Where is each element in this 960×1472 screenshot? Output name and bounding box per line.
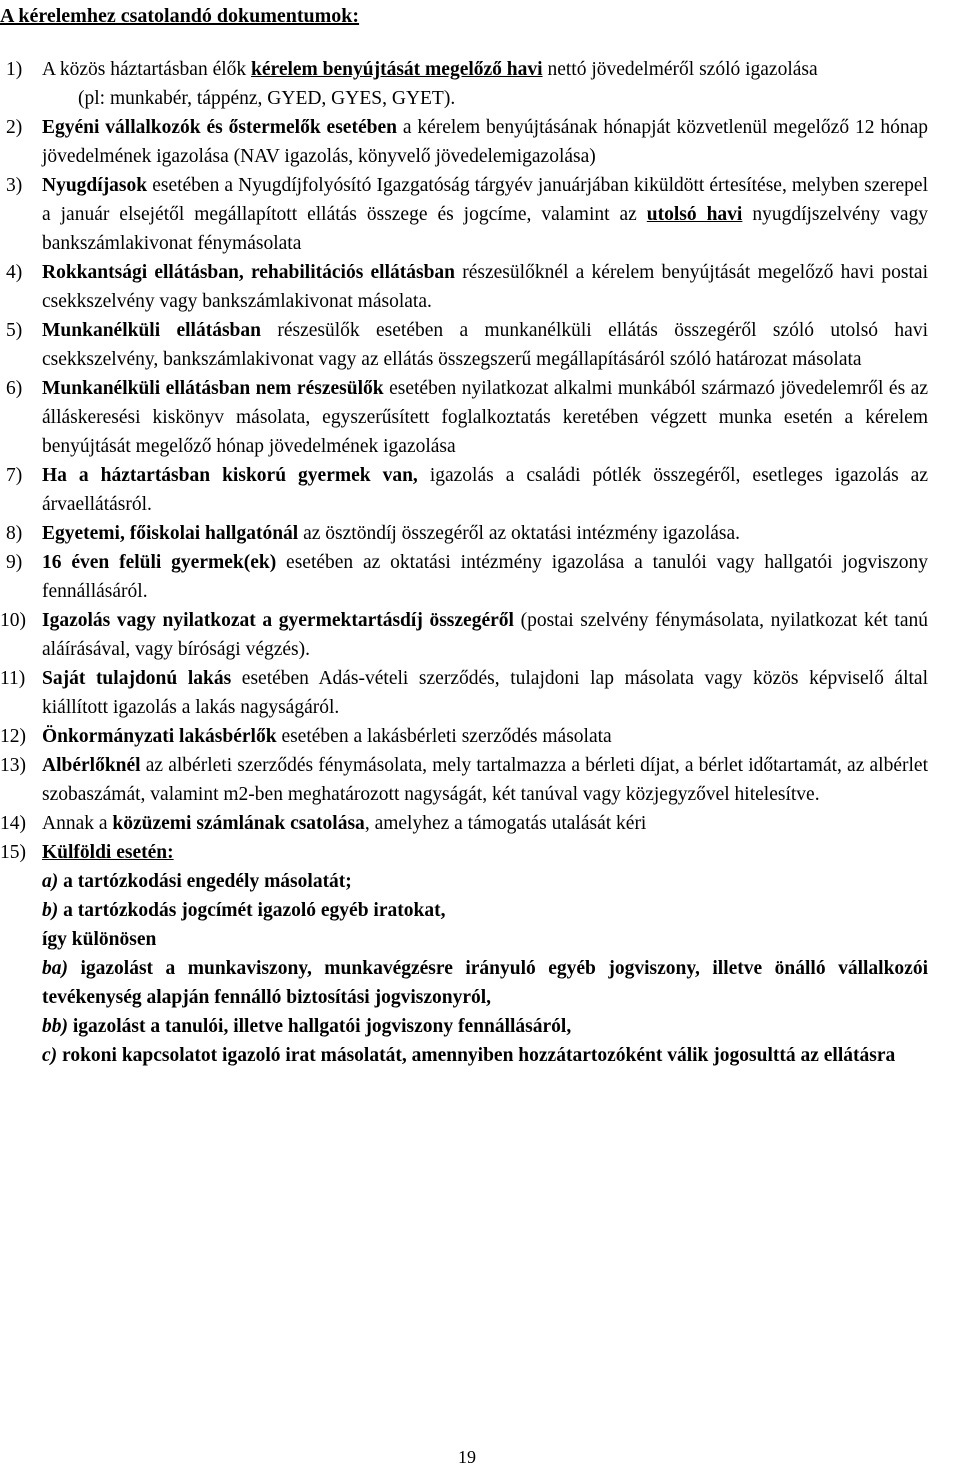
- page-title: A kérelemhez csatolandó dokumentumok:: [0, 5, 360, 27]
- sublist-item-a: a) a tartózkodási engedély másolatát;: [42, 871, 352, 892]
- list-number: 4): [6, 262, 23, 283]
- list-number: 12): [0, 726, 26, 747]
- list-number: 5): [6, 320, 23, 341]
- list-number: 13): [0, 755, 26, 776]
- list-item-15: 15) Külföldi esetén:: [0, 838, 928, 867]
- list-number: 2): [6, 117, 23, 138]
- list-number: 3): [6, 175, 23, 196]
- list-number: 11): [0, 668, 26, 689]
- list-number: 6): [6, 378, 23, 399]
- list-item-8: 8) Egyetemi, főiskolai hallgatónál az ösztöndíj összegéről az oktatási intézmény igazolása.: [0, 519, 928, 548]
- list-number: 8): [6, 523, 23, 544]
- list-item-6: 6) Munkanélküli ellátásban nem részesülők esetében nyilatkozat alkalmi munkából származó jövedelemről és az álláskeresési kiskönyv másolata, egyszerűsített foglalkoztatás keretében végzett munka esetén a kérelem benyújtását megelőző hónap jövedelmének igazolása: [0, 374, 928, 461]
- document-list: [0, 55, 928, 1070]
- sublist-item-ba: ba) igazolást a munkaviszony, munkavégzésre irányuló egyéb jogviszony, illetve önálló vállalkozói tevékenység alapján fennálló biztosítási jogviszonyról,: [42, 958, 928, 1008]
- list-item-10: 10) Igazolás vagy nyilatkozat a gyermektartásdíj összegéről (postai szelvény fénymásolata, nyilatkozat két tanú aláírásával, vagy bírósági végzés).: [0, 606, 928, 664]
- sublist-item-c: c) rokoni kapcsolatot igazoló irat másolatát, amennyiben hozzátartozóként válik jogosulttá az ellátásra: [42, 1045, 896, 1066]
- sublist-item-bb: bb) igazolást a tanulói, illetve hallgatói jogviszony fennállásáról,: [42, 1016, 572, 1037]
- list-item-3: 3) Nyugdíjasok esetében a Nyugdíjfolyósító Igazgatóság tárgyév januárjában kiküldött értesítése, melyben szerepel a január elsejétől megállapított ellátás összege és jogcíme, valamint az utolsó havi nyugdíjszelvény vagy bankszámlakivonat fénymásolata: [0, 171, 928, 258]
- list-item-12: 12) Önkormányzati lakásbérlők esetében a lakásbérleti szerződés másolata: [0, 722, 928, 751]
- list-item-9: 9) 16 éven felüli gyermek(ek) esetében az oktatási intézmény igazolása a tanulói vagy hallgatói jogviszony fennállásáról.: [0, 548, 928, 606]
- list-item-11: 11) Saját tulajdonú lakás esetében Adás-vételi szerződés, tulajdoni lap másolata vagy közös képviselő által kiállított igazolás a lakás nagyságáról.: [0, 664, 928, 722]
- list-number: 15): [0, 842, 26, 863]
- list-item-14: 14) Annak a közüzemi számlának csatolása, amelyhez a támogatás utalását kéri: [0, 809, 928, 838]
- list-item-1: 1) A közös háztartásban élők kérelem benyújtását megelőző havi nettó jövedelméről szóló igazolása (pl: munkabér, táppénz, GYED, GYES, GYET).: [0, 55, 928, 113]
- list-item-13: 13) Albérlőknél az albérleti szerződés fénymásolata, mely tartalmazza a bérleti díjat, a bérlet időtartamát, az albérlet szobaszámát, valamint m2-ben meghatározott nagyságát, két tanúval vagy közjegyzővel hitelesítve.: [0, 751, 928, 809]
- sublist-item-note: így különösen: [42, 929, 157, 950]
- list-item-4: 4) Rokkantsági ellátásban, rehabilitációs ellátásban részesülőknél a kérelem benyújtását megelőző havi postai csekkszelvény vagy bankszámlakivonat másolata.: [0, 258, 928, 316]
- list-number: 1): [6, 59, 23, 80]
- list-item-5: 5) Munkanélküli ellátásban részesülők esetében a munkanélküli ellátás összegéről szóló utolsó havi csekkszelvény, bankszámlakivonat vagy az ellátás összegszerű megállapításáról szóló határozat másolata: [0, 316, 928, 374]
- list-number: 9): [6, 552, 23, 573]
- page-number: 19: [458, 1447, 476, 1467]
- list-item-2: 2) Egyéni vállalkozók és őstermelők esetében a kérelem benyújtásának hónapját közvetlenül megelőző 12 hónap jövedelmének igazolása (NAV igazolás, könyvelő jövedelemigazolása): [0, 113, 928, 171]
- list-number: 7): [6, 465, 23, 486]
- list-number: 14): [0, 813, 26, 834]
- list-item-7: 7) Ha a háztartásban kiskorú gyermek van, igazolás a családi pótlék összegéről, esetleges igazolás az árvaellátásról.: [0, 461, 928, 519]
- sublist-item-b: b) a tartózkodás jogcímét igazoló egyéb iratokat,: [42, 900, 446, 921]
- list-number: 10): [0, 610, 26, 631]
